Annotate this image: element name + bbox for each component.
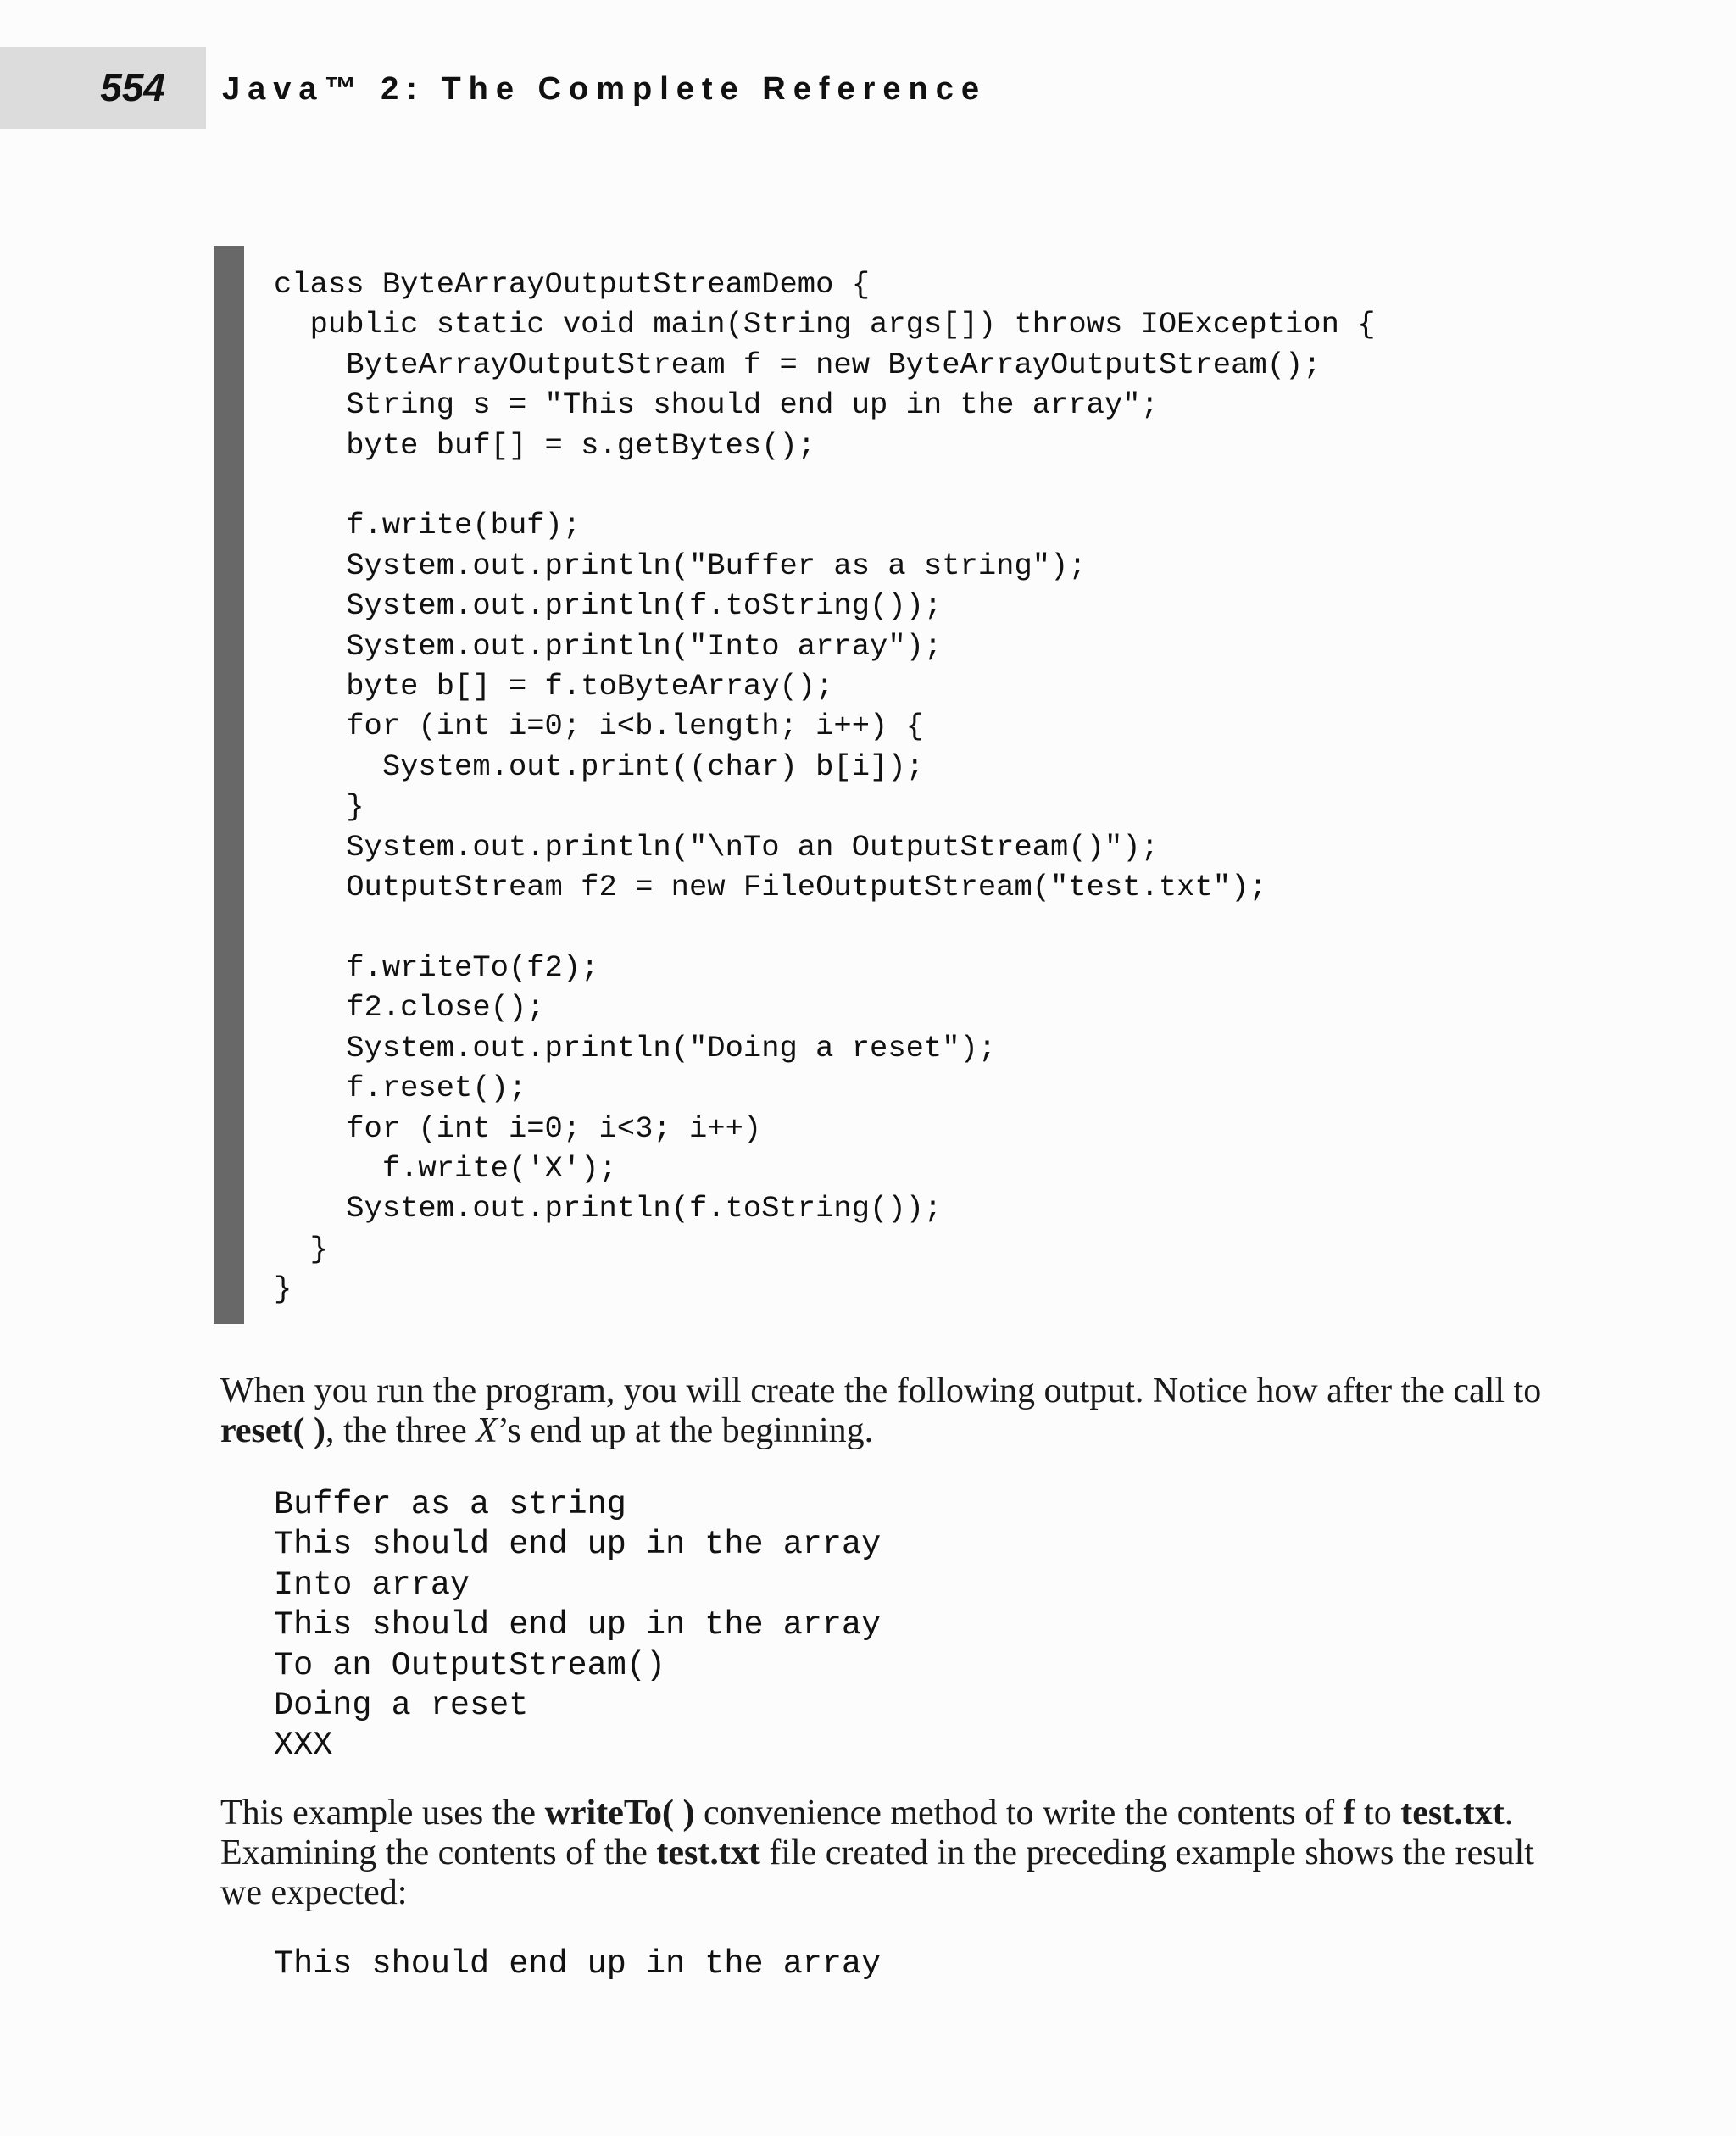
code-line: To an OutputStream() (274, 1646, 666, 1684)
code-line: System.out.println("Buffer as a string"); (274, 548, 1087, 583)
code-line: f2.close(); (274, 990, 545, 1026)
code-line: System.out.println(f.toString()); (274, 1191, 943, 1227)
code-line: } (274, 789, 364, 825)
code-listing (274, 264, 1376, 1310)
code-line: f.reset(); (274, 1071, 527, 1106)
para2-bold-testtxt-1: test.txt (1400, 1794, 1505, 1833)
paragraph-writeto (220, 1794, 1543, 1913)
code-line: System.out.println("Into array"); (274, 628, 943, 664)
para1-text-3: ’s end up at the beginning. (497, 1411, 874, 1450)
para2-bold-f: f (1343, 1794, 1355, 1833)
para1-bold-reset: reset( ) (220, 1411, 326, 1450)
result-listing (274, 1944, 881, 1984)
code-line: f.write('X'); (274, 1150, 617, 1186)
para2-text-4: . Examining the contents of the (220, 1794, 1514, 1872)
code-line: class ByteArrayOutputStreamDemo { (274, 267, 871, 302)
code-line: String s = "This should end up in the array"; (274, 387, 1159, 423)
para2-text-3: to (1355, 1794, 1401, 1833)
para2-bold-testtxt-2: test.txt (656, 1833, 760, 1872)
para1-italic-x: X (476, 1411, 498, 1450)
code-line: This should end up in the array (274, 1526, 882, 1564)
code-line: System.out.println("Doing a reset"); (274, 1030, 997, 1065)
page-number: 554 (100, 65, 165, 109)
para1-text-1: When you run the program, you will create the following output. Notice how after the call to (220, 1371, 1542, 1410)
code-line: Doing a reset (274, 1687, 529, 1725)
code-line: OutputStream f2 = new FileOutputStream("test.txt"); (274, 870, 1267, 905)
code-line: System.out.print((char) b[i]); (274, 748, 924, 784)
para1-text-2: , the three (325, 1411, 476, 1450)
para2-text-5: file created in the preceding example shows the result we expected: (220, 1833, 1534, 1912)
code-line: Buffer as a string (274, 1486, 626, 1523)
code-line: XXX (274, 1727, 333, 1765)
code-line: for (int i=0; i<3; i++) (274, 1110, 762, 1146)
code-line: ByteArrayOutputStream f = new ByteArrayOutputStream(); (274, 347, 1321, 382)
code-line: } (274, 1271, 292, 1307)
output-listing (274, 1485, 881, 1766)
code-line: byte b[] = f.toByteArray(); (274, 669, 834, 704)
code-line: byte buf[] = s.getBytes(); (274, 427, 816, 463)
code-line: for (int i=0; i<b.length; i++) { (274, 709, 924, 744)
code-line: System.out.println("\nTo an OutputStream()"); (274, 829, 1159, 865)
paragraph-output-intro (220, 1371, 1543, 1451)
para2-bold-writeto: writeTo( ) (544, 1794, 695, 1833)
code-line: Into array (274, 1566, 470, 1604)
code-line: } (274, 1231, 328, 1266)
code-line: System.out.println(f.toString()); (274, 588, 943, 624)
para2-text-2: convenience method to write the contents of (694, 1794, 1344, 1833)
running-header: Java™ 2: The Complete Reference (222, 71, 988, 107)
page-number-box (0, 47, 206, 129)
code-line: This should end up in the array (274, 1606, 882, 1644)
code-line: public static void main(String args[]) throws IOException { (274, 307, 1376, 342)
code-listing-bar (214, 246, 244, 1324)
code-line: This should end up in the array (274, 1945, 882, 1983)
para2-text-1: This example uses the (220, 1794, 545, 1833)
code-line: f.write(buf); (274, 508, 581, 543)
code-line: f.writeTo(f2); (274, 949, 599, 985)
